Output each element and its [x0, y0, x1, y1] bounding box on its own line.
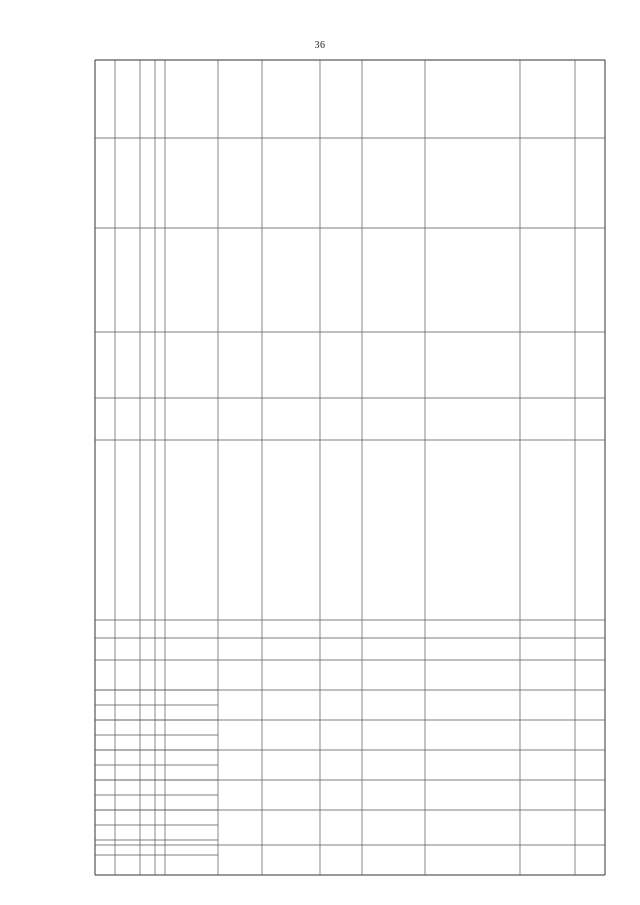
page-number: 36 — [314, 40, 326, 51]
